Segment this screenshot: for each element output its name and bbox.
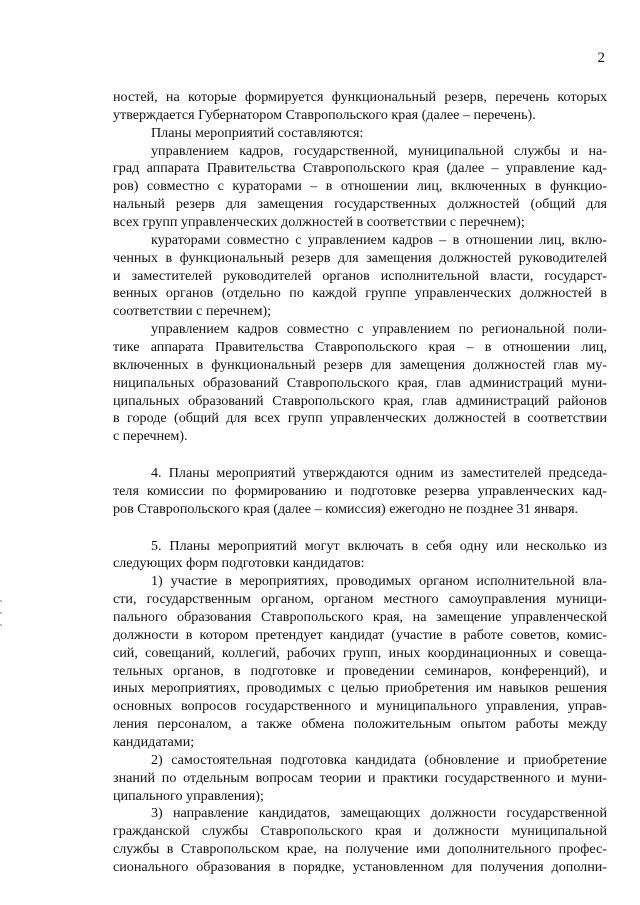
text-line: в городе (общий для всех групп управленческих должностей в соответствии bbox=[113, 410, 607, 427]
text-line: Планы мероприятий составляются: bbox=[151, 124, 364, 141]
text-line: ления персоналом, а также обмена положительным опытом работы между bbox=[113, 716, 607, 733]
text-line: утверждается Губернатором Ставропольского края (далее – перечень). bbox=[113, 106, 536, 123]
text-line: сионального образования в порядке, установленном для получения дополни- bbox=[113, 858, 607, 875]
text-line: 2) самостоятельная подготовка кандидата (обновление и приобретение bbox=[151, 751, 607, 768]
text-line: сий, совещаний, коллегий, рабочих групп, иных координационных и совеща- bbox=[113, 644, 607, 661]
text-line: должности в котором претендует кандидат (участие в работе советов, комис- bbox=[113, 626, 607, 643]
text-line: кураторами совместно с управлением кадров – в отношении лиц, вклю- bbox=[151, 231, 607, 248]
text-line: нальный резерв для замещения государственных должностей (общий для bbox=[113, 196, 607, 213]
page-number: 2 bbox=[597, 50, 605, 66]
text-line: тике аппарата Правительства Ставропольского края – в отношении лиц, bbox=[113, 338, 607, 355]
text-line: ципального управления); bbox=[113, 787, 264, 804]
text-line: всех групп управленческих должностей в соответствии с перечнем); bbox=[113, 213, 525, 230]
text-line: и заместителей руководителей органов исполнительной власти, государст- bbox=[113, 267, 607, 284]
text-line: ров) совместно с кураторами – в отношении лиц, включенных в функцио- bbox=[113, 178, 607, 195]
scan-speck bbox=[0, 612, 2, 614]
text-line: с перечнем). bbox=[113, 428, 188, 445]
text-line: управлением кадров совместно с управлением по региональной поли- bbox=[151, 321, 607, 338]
text-line: венных органов (отдельно по каждой группе управленческих должностей в bbox=[113, 285, 607, 302]
scan-speck bbox=[0, 624, 2, 626]
text-line: 5. Планы мероприятий могут включать в себя одну или несколько из bbox=[151, 537, 607, 554]
text-line: службы в Ставропольском крае, на получение ими дополнительного профес- bbox=[113, 841, 607, 857]
text-line: тельных органов, в подготовке и проведении семинаров, конференций), и bbox=[113, 662, 607, 679]
text-line: пального образования Ставропольского края, на замещение управленческой bbox=[113, 609, 607, 625]
text-line: 1) участие в мероприятиях, проводимых органом исполнительной вла- bbox=[151, 573, 607, 590]
text-line: теля комиссии по формированию и подготовке резерва управленческих кад- bbox=[113, 482, 607, 499]
text-line: соответствии с перечнем); bbox=[113, 303, 272, 320]
text-line: кандидатами; bbox=[113, 733, 195, 750]
text-line: гражданской службы Ставропольского края и должности муниципальной bbox=[113, 823, 607, 840]
text-line: знаний по отдельным вопросам теории и практики государственного и муни- bbox=[113, 769, 607, 786]
text-line: следующих форм подготовки кандидатов: bbox=[113, 555, 365, 572]
text-line: основных вопросов государственного и муниципального управления, управ- bbox=[113, 698, 607, 715]
scan-speck bbox=[0, 600, 2, 602]
text-line: 3) направление кандидатов, замещающих должности государственной bbox=[151, 805, 607, 822]
text-line: иных мероприятиях, проводимых с целью приобретения им навыков решения bbox=[113, 680, 607, 697]
text-line: ниципальных образований Ставропольского края, глав администраций муни- bbox=[113, 374, 607, 391]
text-line: град аппарата Правительства Ставропольского края (далее – управление кад- bbox=[113, 160, 607, 177]
text-line: ченных в функциональный резерв для замещения должностей руководителей bbox=[113, 249, 607, 266]
text-line: ров Ставропольского края (далее – комиссия) ежегодно не позднее 31 января. bbox=[113, 500, 579, 517]
text-line: 4. Планы мероприятий утверждаются одним из заместителей председа- bbox=[151, 465, 607, 481]
text-line: включенных в функциональный резерв для замещения должностей глав му- bbox=[113, 356, 607, 373]
text-line: управлением кадров, государственной, муниципальной службы и на- bbox=[151, 142, 607, 159]
text-line: ципальных образований Ставропольского края, глав администраций районов bbox=[113, 392, 607, 409]
text-line: сти, государственным органом, органом местного самоуправления муници- bbox=[113, 591, 607, 608]
text-line: ностей, на которые формируется функциональный резерв, перечень которых bbox=[113, 89, 607, 105]
